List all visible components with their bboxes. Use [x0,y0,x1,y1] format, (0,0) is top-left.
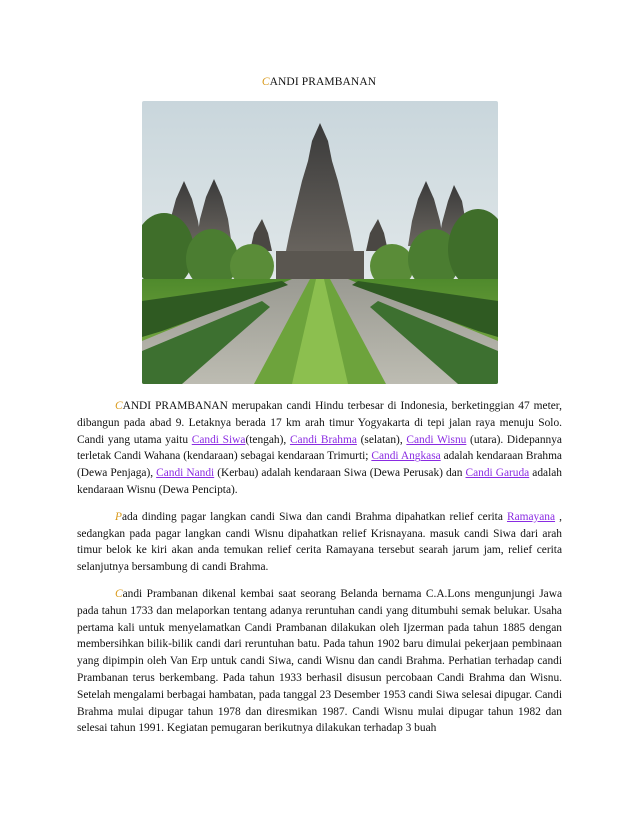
link-candi-nandi[interactable]: Candi Nandi [156,467,215,480]
link-candi-siwa[interactable]: Candi Siwa [191,433,246,446]
paragraph-1-text: adalah kendaraan Brahma (Dewa Penjaga), [77,450,562,480]
paragraph-1-text: (Kerbau) adalah kendaraan Siwa (Dewa Perusak) dan [214,467,466,480]
link-candi-garuda[interactable]: Candi Garuda [465,467,530,480]
paragraph-3 [77,586,562,737]
document-body [77,398,562,747]
link-candi-angkasa[interactable]: Candi Angkasa [371,450,441,463]
title-text: ANDI PRAMBANAN [269,76,377,88]
paragraph-3-initial: C [115,587,123,600]
paragraph-2-initial: P [115,510,122,523]
paragraph-2 [77,509,562,576]
link-ramayana[interactable]: Ramayana [506,510,556,523]
paragraph-1-text: ANDI PRAMBANAN merupakan candi Hindu terbesar di Indonesia, berketinggian 47 meter, dibangun pada abad 9. Letaknya berada 17 km arah timur Yogyakarta di tepi jalan raya menuju Solo. Candi yang utama yaitu [77,400,562,446]
paragraph-1 [77,398,562,499]
paragraph-1-text: (tengah), [245,433,290,446]
prambanan-temple-photo [142,101,498,384]
paragraph-1-text: (selatan), [356,433,407,446]
paragraph-2-text: ada dinding pagar langkan candi Siwa dan candi Brahma dipahatkan relief cerita [121,510,507,523]
document-title [0,76,638,88]
paragraph-2-text: , sedangkan pada pagar langkan candi Wisnu dipahatkan relief Krisnayana. masuk candi Siwa dari arah timur belok ke kiri akan anda temukan relief cerita Ramayana tersebut searah jarum jam, relief cerita selanjutnya bersambung di candi Brahma. [77,510,563,574]
paragraph-1-text: (utara). Didepannya terletak Candi Wahana (kendaraan) sebagai kendaraan Trimurti; [77,433,562,463]
paragraph-1-text: adalah kendaraan Wisnu (Dewa Pencipta). [77,467,562,496]
link-candi-wisnu[interactable]: Candi Wisnu [406,433,467,446]
paragraph-3-text: andi Prambanan dikenal kembai saat seorang Belanda bernama C.A.Lons mengunjungi Jawa pada tahun 1733 dan melaporkan tentang adanya reruntuhan candi yang ditumbuhi semak belukar. Usaha pertama kali untuk menyelamatkan Candi Prambanan dilakukan oleh Ijzerman pada tahun 1885 dengan membersihkan bilik-bilik candi dari reruntuhan batu. Pada tahun 1902 baru dimulai pekerjaan pembinaan yang dipimpin oleh Van Erp untuk candi Siwa, candi Wisnu dan candi Brahma. Perhatian terhadap candi Prambanan terus berkembang. Pada tahun 1933 berhasil disusun percobaan Candi Brahma dan Wisnu. Setelah mengalami berbagai hambatan, pada tanggal 23 Desember 1953 candi Siwa selesai dipugar. Candi Brahma mulai dipugar tahun 1978 dan diresmikan 1987. Candi Wisnu mulai dipugar tahun 1982 dan selesai tahun 1991. Kegiatan pemugaran berikutnya dilakukan terhadap 3 buah [77,587,562,735]
paragraph-1-initial: C [115,400,123,412]
link-candi-brahma[interactable]: Candi Brahma [289,433,357,446]
title-initial: C [261,76,270,88]
prambanan-temple-image [142,101,498,384]
